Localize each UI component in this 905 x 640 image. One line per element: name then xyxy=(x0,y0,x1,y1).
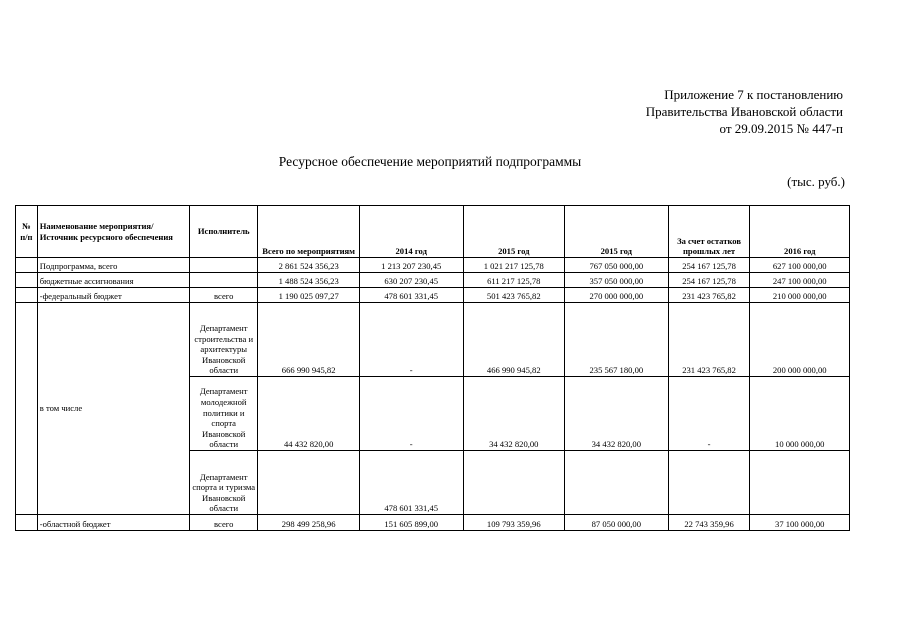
table-row xyxy=(16,515,850,531)
header-num: № п/п xyxy=(16,206,38,258)
cell-executor: Департамент строительства и архитектуры Ивановской области xyxy=(190,303,258,377)
cell-executor: всего xyxy=(190,515,258,531)
cell-2014: - xyxy=(359,303,463,377)
cell-2016: 247 100 000,00 xyxy=(750,273,850,288)
header-line-2: Правительства Ивановской области xyxy=(645,104,843,119)
table-header-row xyxy=(16,206,850,258)
cell-2015: 1 021 217 125,78 xyxy=(463,258,565,273)
document-header xyxy=(646,86,843,137)
cell-total: 2 861 524 356,23 xyxy=(258,258,360,273)
header-2015b: 2015 год xyxy=(565,206,669,258)
header-line-3: от 29.09.2015 № 447-п xyxy=(719,121,843,136)
cell-num xyxy=(16,303,38,515)
cell-2014: - xyxy=(359,377,463,451)
header-2014: 2014 год xyxy=(359,206,463,258)
cell-2015b xyxy=(565,451,669,515)
cell-2016: 10 000 000,00 xyxy=(750,377,850,451)
cell-total: 666 990 945,82 xyxy=(258,303,360,377)
cell-num xyxy=(16,288,38,303)
cell-num xyxy=(16,515,38,531)
cell-including-label: в том числе xyxy=(37,303,189,515)
header-executor: Исполнитель xyxy=(190,206,258,258)
cell-2016: 627 100 000,00 xyxy=(750,258,850,273)
table-row xyxy=(16,303,850,377)
cell-remains: 231 423 765,82 xyxy=(668,303,750,377)
cell-2014: 630 207 230,45 xyxy=(359,273,463,288)
cell-2015: 109 793 359,96 xyxy=(463,515,565,531)
cell-total: 1 190 025 097,27 xyxy=(258,288,360,303)
cell-name: -областной бюджет xyxy=(37,515,189,531)
cell-name: Подпрограмма, всего xyxy=(37,258,189,273)
header-total: Всего по мероприятиям xyxy=(258,206,360,258)
cell-2014: 151 605 899,00 xyxy=(359,515,463,531)
cell-total: 1 488 524 356,23 xyxy=(258,273,360,288)
cell-executor: всего xyxy=(190,288,258,303)
unit-label: (тыс. руб.) xyxy=(787,174,845,189)
table-row xyxy=(16,258,850,273)
cell-2015: 501 423 765,82 xyxy=(463,288,565,303)
cell-2015: 34 432 820,00 xyxy=(463,377,565,451)
header-2016: 2016 год xyxy=(750,206,850,258)
cell-2015b: 270 000 000,00 xyxy=(565,288,669,303)
cell-remains: 254 167 125,78 xyxy=(668,258,750,273)
header-name: Наименование мероприятия/Источник ресурсного обеспечения xyxy=(37,206,189,258)
cell-total: 298 499 258,96 xyxy=(258,515,360,531)
header-2015: 2015 год xyxy=(463,206,565,258)
cell-2015b: 235 567 180,00 xyxy=(565,303,669,377)
cell-2014: 478 601 331,45 xyxy=(359,451,463,515)
table-row xyxy=(16,288,850,303)
header-remains: За счет остатков прошлых лет xyxy=(668,206,750,258)
cell-executor: Департамент спорта и туризма Ивановской области xyxy=(190,451,258,515)
cell-2015b: 34 432 820,00 xyxy=(565,377,669,451)
cell-2016 xyxy=(750,451,850,515)
cell-2015b: 87 050 000,00 xyxy=(565,515,669,531)
cell-2014: 1 213 207 230,45 xyxy=(359,258,463,273)
cell-2015: 466 990 945,82 xyxy=(463,303,565,377)
cell-total: 44 432 820,00 xyxy=(258,377,360,451)
cell-2016: 210 000 000,00 xyxy=(750,288,850,303)
cell-total xyxy=(258,451,360,515)
cell-2016: 200 000 000,00 xyxy=(750,303,850,377)
cell-remains: 22 743 359,96 xyxy=(668,515,750,531)
cell-2015b: 767 050 000,00 xyxy=(565,258,669,273)
cell-2014: 478 601 331,45 xyxy=(359,288,463,303)
cell-name: бюджетные ассигнования xyxy=(37,273,189,288)
cell-remains: 254 167 125,78 xyxy=(668,273,750,288)
header-line-1: Приложение 7 к постановлению xyxy=(664,87,843,102)
cell-num xyxy=(16,258,38,273)
resource-table xyxy=(15,205,850,531)
document-title: Ресурсное обеспечение мероприятий подпрограммы xyxy=(278,154,582,169)
cell-2015 xyxy=(463,451,565,515)
cell-2015: 611 217 125,78 xyxy=(463,273,565,288)
table-row xyxy=(16,273,850,288)
cell-num xyxy=(16,273,38,288)
cell-remains xyxy=(668,451,750,515)
cell-executor xyxy=(190,258,258,273)
cell-name: -федеральный бюджет xyxy=(37,288,189,303)
cell-2016: 37 100 000,00 xyxy=(750,515,850,531)
cell-executor xyxy=(190,273,258,288)
cell-2015b: 357 050 000,00 xyxy=(565,273,669,288)
cell-remains: - xyxy=(668,377,750,451)
cell-remains: 231 423 765,82 xyxy=(668,288,750,303)
cell-executor: Департамент молодежной политики и спорта Ивановской области xyxy=(190,377,258,451)
